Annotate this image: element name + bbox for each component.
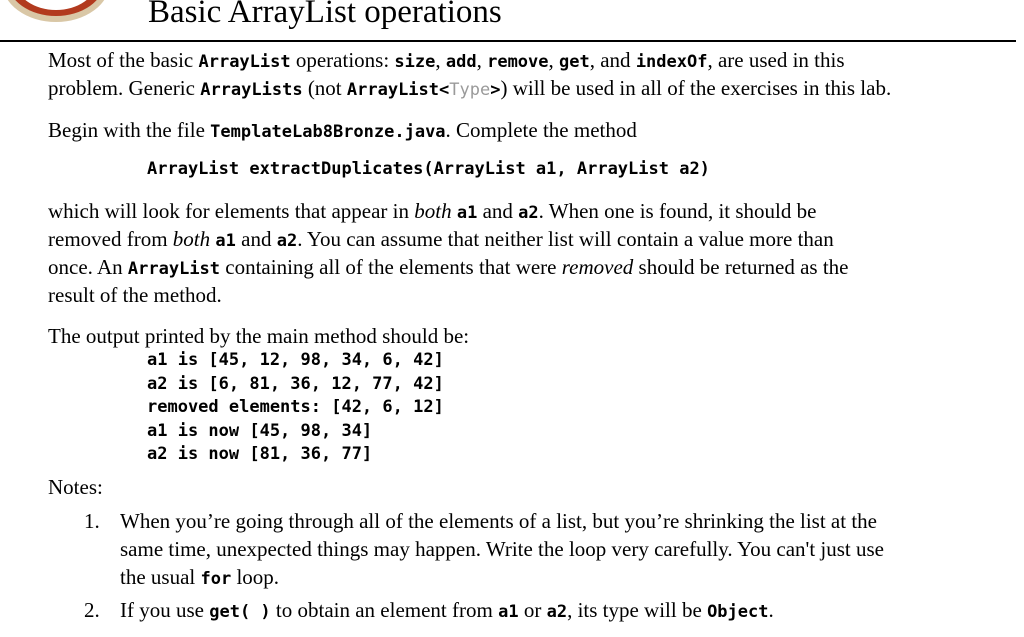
title-divider (0, 40, 1016, 42)
output-line: removed elements: [42, 6, 12] (147, 397, 444, 417)
intro-line-2: problem. Generic ArrayLists (not ArrayList<Type>) will be used in all of the exercises in this lab. (48, 76, 892, 100)
description-line-3: once. An ArrayList containing all of the elements that were removed should be returned as the (48, 255, 849, 279)
note-1-line-3: the usual for loop. (120, 565, 280, 589)
output-line: a1 is [45, 12, 98, 34, 6, 42] (147, 350, 444, 370)
description-line-2: removed from both a1 and a2. You can assume that neither list will contain a value more than (48, 227, 834, 251)
output-heading: The output printed by the main method should be: (48, 324, 470, 348)
note-number: 2. (84, 598, 100, 622)
page-title: Basic ArrayList operations (148, 0, 502, 30)
note-1-line-1: When you’re going through all of the elements of a list, but you’re shrinking the list at the (120, 509, 877, 533)
output-line: a2 is [6, 81, 36, 12, 77, 42] (147, 373, 444, 394)
method-signature: ArrayList extractDuplicates(ArrayList a1, ArrayList a2) (147, 159, 710, 179)
logo-image (0, 0, 112, 24)
description-line-4: result of the method. (48, 283, 222, 307)
output-line: a2 is now [81, 36, 77] (147, 444, 373, 464)
note-2-line-1: If you use get( ) to obtain an element from a1 or a2, its type will be Object. (120, 598, 774, 622)
note-number: 1. (84, 509, 100, 533)
description-line-1: which will look for elements that appear in both a1 and a2. When one is found, it should be (48, 199, 817, 223)
intro-line-1: Most of the basic ArrayList operations: size, add, remove, get, and indexOf, are used in this (48, 48, 845, 72)
output-line: a1 is now [45, 98, 34] (147, 420, 373, 441)
note-1-line-2: same time, unexpected things may happen. Write the loop very carefully. You can't just use (120, 537, 884, 561)
begin-paragraph: Begin with the file TemplateLab8Bronze.java. Complete the method (48, 118, 637, 142)
notes-heading: Notes: (48, 475, 103, 499)
